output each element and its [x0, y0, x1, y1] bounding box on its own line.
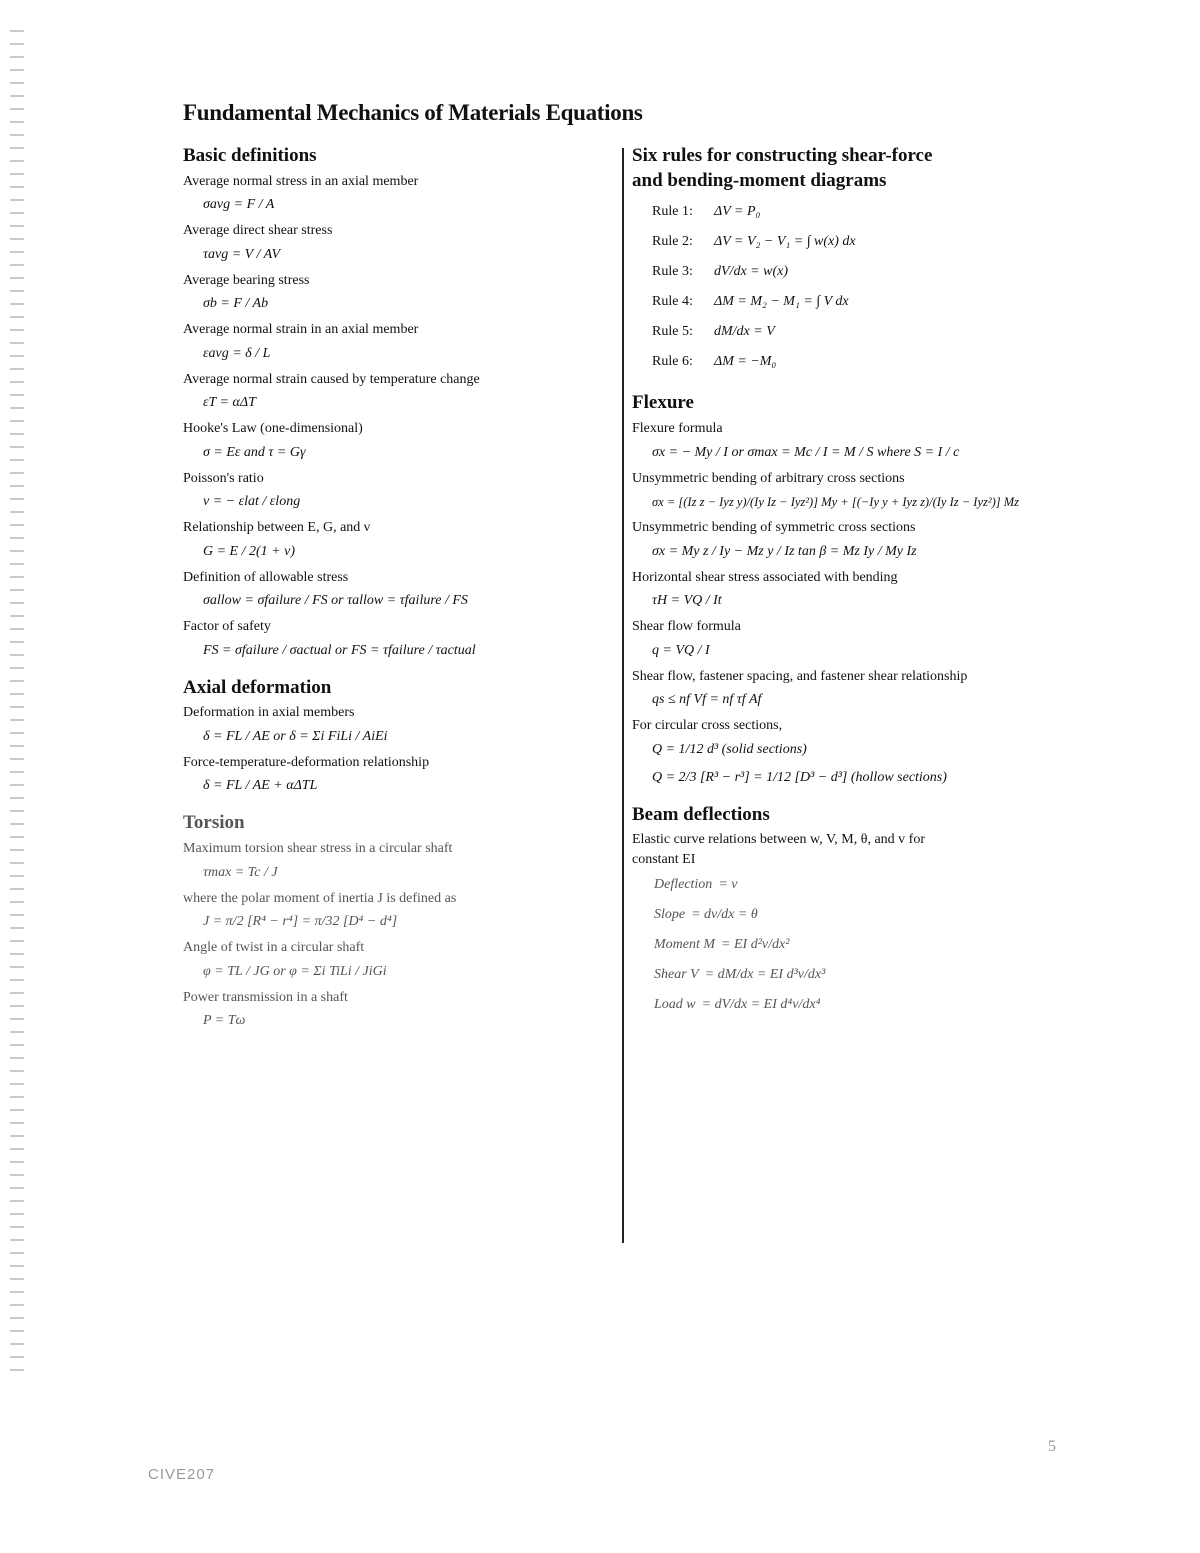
equation: σ = Eε and τ = Gγ: [203, 444, 306, 460]
label: Average direct shear stress: [183, 223, 333, 239]
equation: τavg = V / AV: [203, 246, 281, 262]
section-heading: [632, 144, 1052, 193]
section-flexure: [632, 391, 1052, 788]
label: Elastic curve relations between w, V, M, θ, and v for: [632, 832, 925, 848]
relation-label: Slope: [654, 907, 686, 923]
label: Hooke's Law (one-dimensional): [183, 421, 363, 437]
rule-equation: ΔV = V₂ − V₁ = ∫ w(x) dx: [714, 234, 856, 250]
equation: εavg = δ / L: [203, 345, 271, 361]
relation-label: Moment M: [654, 937, 716, 953]
section-torsion: [183, 811, 603, 1032]
section-beam-deflections: [632, 803, 1052, 1021]
rule-name: Rule 3:: [652, 264, 693, 280]
equation: Q = 2/3 [R³ − r³] = 1/12 [D³ − d³] (hollow sections): [652, 769, 947, 785]
label: Deformation in axial members: [183, 705, 355, 721]
heading-line-2: and bending-moment diagrams: [632, 169, 887, 191]
label: Definition of allowable stress: [183, 569, 349, 585]
label: where the polar moment of inertia J is defined as: [183, 890, 457, 906]
section-six-rules: [632, 144, 1052, 377]
section-axial-deformation: [183, 676, 603, 798]
rule-name: Rule 1:: [652, 204, 693, 220]
page-title: Fundamental Mechanics of Materials Equations: [183, 100, 643, 125]
relation-equation: = v: [718, 877, 738, 893]
equation: J = π/2 [R⁴ − r⁴] = π/32 [D⁴ − d⁴]: [203, 914, 398, 930]
page-number: 5: [1048, 1438, 1056, 1455]
label: Power transmission in a shaft: [183, 989, 348, 1005]
label: Force-temperature-deformation relationship: [183, 754, 430, 770]
equation: δ = FL / AE or δ = Σi FiLi / AiEi: [203, 728, 388, 744]
relation-equation: = EI d²v/dx²: [721, 937, 790, 953]
equation: q = VQ / I: [652, 642, 710, 658]
relation-row: [654, 960, 1052, 990]
rule-name: Rule 4:: [652, 294, 693, 310]
left-column: [183, 144, 603, 1046]
section-heading: Basic definitions: [183, 145, 317, 166]
rule-equation: ΔM = −M₀: [714, 354, 777, 370]
rule-name: Rule 6:: [652, 354, 693, 370]
relation-row: [654, 870, 1052, 900]
label: Unsymmetric bending of arbitrary cross sections: [632, 470, 905, 486]
section-heading: Torsion: [183, 812, 245, 834]
rule-row: [652, 197, 1052, 227]
label: Angle of twist in a circular shaft: [183, 940, 365, 956]
rule-row: [652, 347, 1052, 377]
label: Average normal strain in an axial member: [183, 322, 419, 338]
equation: σallow = σfailure / FS or τallow = τfailure / FS: [203, 593, 468, 609]
relation-row: [654, 990, 1052, 1020]
label: Shear flow formula: [632, 619, 741, 635]
equation: τH = VQ / It: [652, 593, 722, 609]
label: Factor of safety: [183, 619, 271, 635]
equation: Q = 1/12 d³ (solid sections): [652, 741, 807, 757]
relation-equation: = dM/dx = EI d³v/dx³: [704, 967, 826, 983]
label: Poisson's ratio: [183, 470, 264, 486]
equation: G = E / 2(1 + ν): [203, 543, 295, 559]
equation: σx = − My / I or σmax = Mc / I = M / S where S = I / c: [652, 444, 960, 460]
section-heading: Flexure: [632, 392, 694, 414]
relation-label: Deflection: [654, 877, 713, 893]
rules-list: [652, 197, 1052, 377]
rule-equation: ΔV = P₀: [714, 204, 761, 220]
rule-equation: dM/dx = V: [714, 324, 775, 340]
label: Shear flow, fastener spacing, and fastener shear relationship: [632, 668, 968, 684]
label: For circular cross sections,: [632, 718, 783, 734]
label: Relationship between E, G, and ν: [183, 520, 371, 536]
elastic-curve-relations: [654, 870, 1052, 1020]
label: Average normal strain caused by temperature change: [183, 371, 480, 387]
rule-row: [652, 257, 1052, 287]
equation: σavg = F / A: [203, 197, 275, 213]
course-code: CIVE207: [148, 1466, 216, 1483]
rule-equation: ΔM = M₂ − M₁ = ∫ V dx: [714, 294, 849, 310]
margin-scan-artifacts: [10, 30, 24, 1380]
rule-row: [652, 227, 1052, 257]
equation: τmax = Tc / J: [203, 864, 278, 880]
equation: φ = TL / JG or φ = Σi TiLi / JiGi: [203, 963, 387, 979]
equation: σx = [(Iz z − Iyz y)/(Iy Iz − Iyz²)] My + [(−Iy y + Iyz z)/(Iy Iz − Iyz²)] Mz: [652, 494, 1020, 509]
relation-label: Load w: [654, 997, 696, 1013]
equation: σb = F / Ab: [203, 296, 269, 312]
rule-equation: dV/dx = w(x): [714, 264, 788, 280]
label: Maximum torsion shear stress in a circular shaft: [183, 841, 453, 857]
relation-equation: = dv/dx = θ: [691, 907, 758, 923]
heading-line-1: Six rules for constructing shear-force: [632, 145, 933, 166]
equation: εT = αΔT: [203, 395, 256, 411]
relation-equation: = dV/dx = EI d⁴v/dx⁴: [701, 997, 821, 1013]
rule-name: Rule 5:: [652, 324, 693, 340]
rule-name: Rule 2:: [652, 234, 693, 250]
rule-row: [652, 287, 1052, 317]
rule-row: [652, 317, 1052, 347]
equation: ν = − εlat / εlong: [203, 494, 301, 510]
label: Flexure formula: [632, 421, 723, 437]
label: Average normal stress in an axial member: [183, 173, 419, 189]
equation: FS = σfailure / σactual or FS = τfailure / τactual: [203, 642, 476, 658]
right-column: [632, 144, 1052, 1034]
section-heading: Beam deflections: [632, 803, 770, 825]
equation: δ = FL / AE + αΔTL: [203, 778, 318, 794]
label: Unsymmetric bending of symmetric cross sections: [632, 520, 916, 536]
relation-row: [654, 930, 1052, 960]
relation-row: [654, 900, 1052, 930]
equation: P = Tω: [203, 1013, 246, 1029]
column-divider: [622, 148, 624, 1243]
section-basic-definitions: [183, 144, 603, 662]
equation: qs ≤ nf Vf = nf τf Af: [652, 692, 762, 708]
label: Average bearing stress: [183, 272, 310, 288]
label: Horizontal shear stress associated with bending: [632, 569, 898, 585]
equation: σx = My z / Iy − Mz y / Iz tan β = Mz Iy / My Iz: [652, 543, 917, 559]
section-heading: Axial deformation: [183, 676, 332, 698]
relation-label: Shear V: [654, 967, 699, 983]
label: constant EI: [632, 851, 696, 867]
